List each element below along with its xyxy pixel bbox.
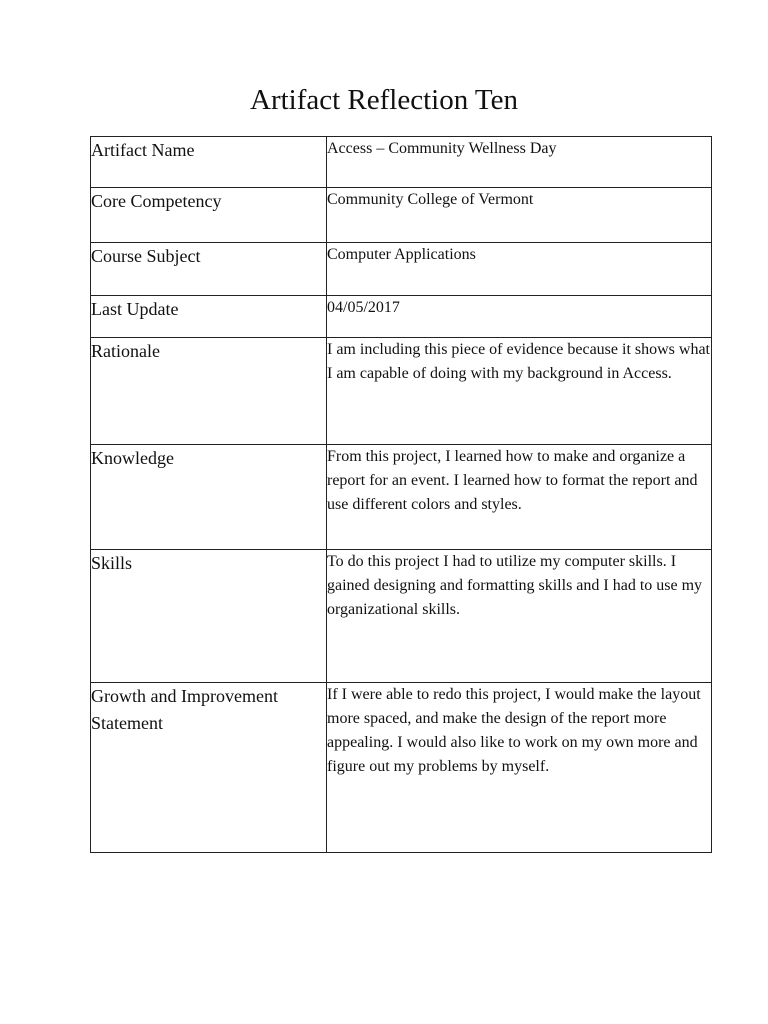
row-value [327,445,712,550]
row-value [327,338,712,445]
row-value [327,683,712,853]
row-label [91,137,327,188]
row-label [91,243,327,296]
reflection-table [90,136,712,853]
row-value-text: From this project, I learned how to make and organize a report for an event. I learned how to format the report and use different colors and styles. [327,448,698,513]
row-label-text: Course Subject [91,246,201,266]
row-label [91,445,327,550]
row-label-text: Rationale [91,341,160,361]
row-label [91,188,327,243]
table-row-growth-improvement [91,683,712,853]
row-label-text: Artifact Name [91,140,195,160]
row-label-text: Skills [91,553,133,573]
row-value-text: To do this project I had to utilize my computer skills. I gained designing and formatting skills and I had to use my organizational skills. [327,553,703,618]
row-label-text: Last Update [91,299,179,319]
row-value-text: Community College of Vermont [327,191,534,208]
page-title: Artifact Reflection Ten [250,84,518,116]
row-label [91,550,327,683]
row-value-text: I am including this piece of evidence because it shows what I am capable of doing with my background in Access. [327,341,710,382]
row-value [327,243,712,296]
row-label [91,296,327,338]
table-row-knowledge [91,445,712,550]
row-value [327,137,712,188]
row-value [327,296,712,338]
row-value-text: 04/05/2017 [327,299,400,316]
row-label-text: Growth and Improvement Statement [91,686,278,733]
row-label [91,338,327,445]
table-row-artifact-name [91,137,712,188]
table-row-skills [91,550,712,683]
table-row-rationale [91,338,712,445]
row-label-text: Core Competency [91,191,222,211]
row-value-text: Computer Applications [327,246,476,263]
row-label-text: Knowledge [91,448,174,468]
table-row-core-competency [91,188,712,243]
row-value-text: If I were able to redo this project, I would make the layout more spaced, and make the design of the report more appealing. I would also like to work on my own more and figure out my problems by myself. [327,686,701,775]
row-label [91,683,327,853]
row-value [327,550,712,683]
table-row-last-update [91,296,712,338]
row-value [327,188,712,243]
row-value-text: Access – Community Wellness Day [327,140,557,157]
table-row-course-subject [91,243,712,296]
